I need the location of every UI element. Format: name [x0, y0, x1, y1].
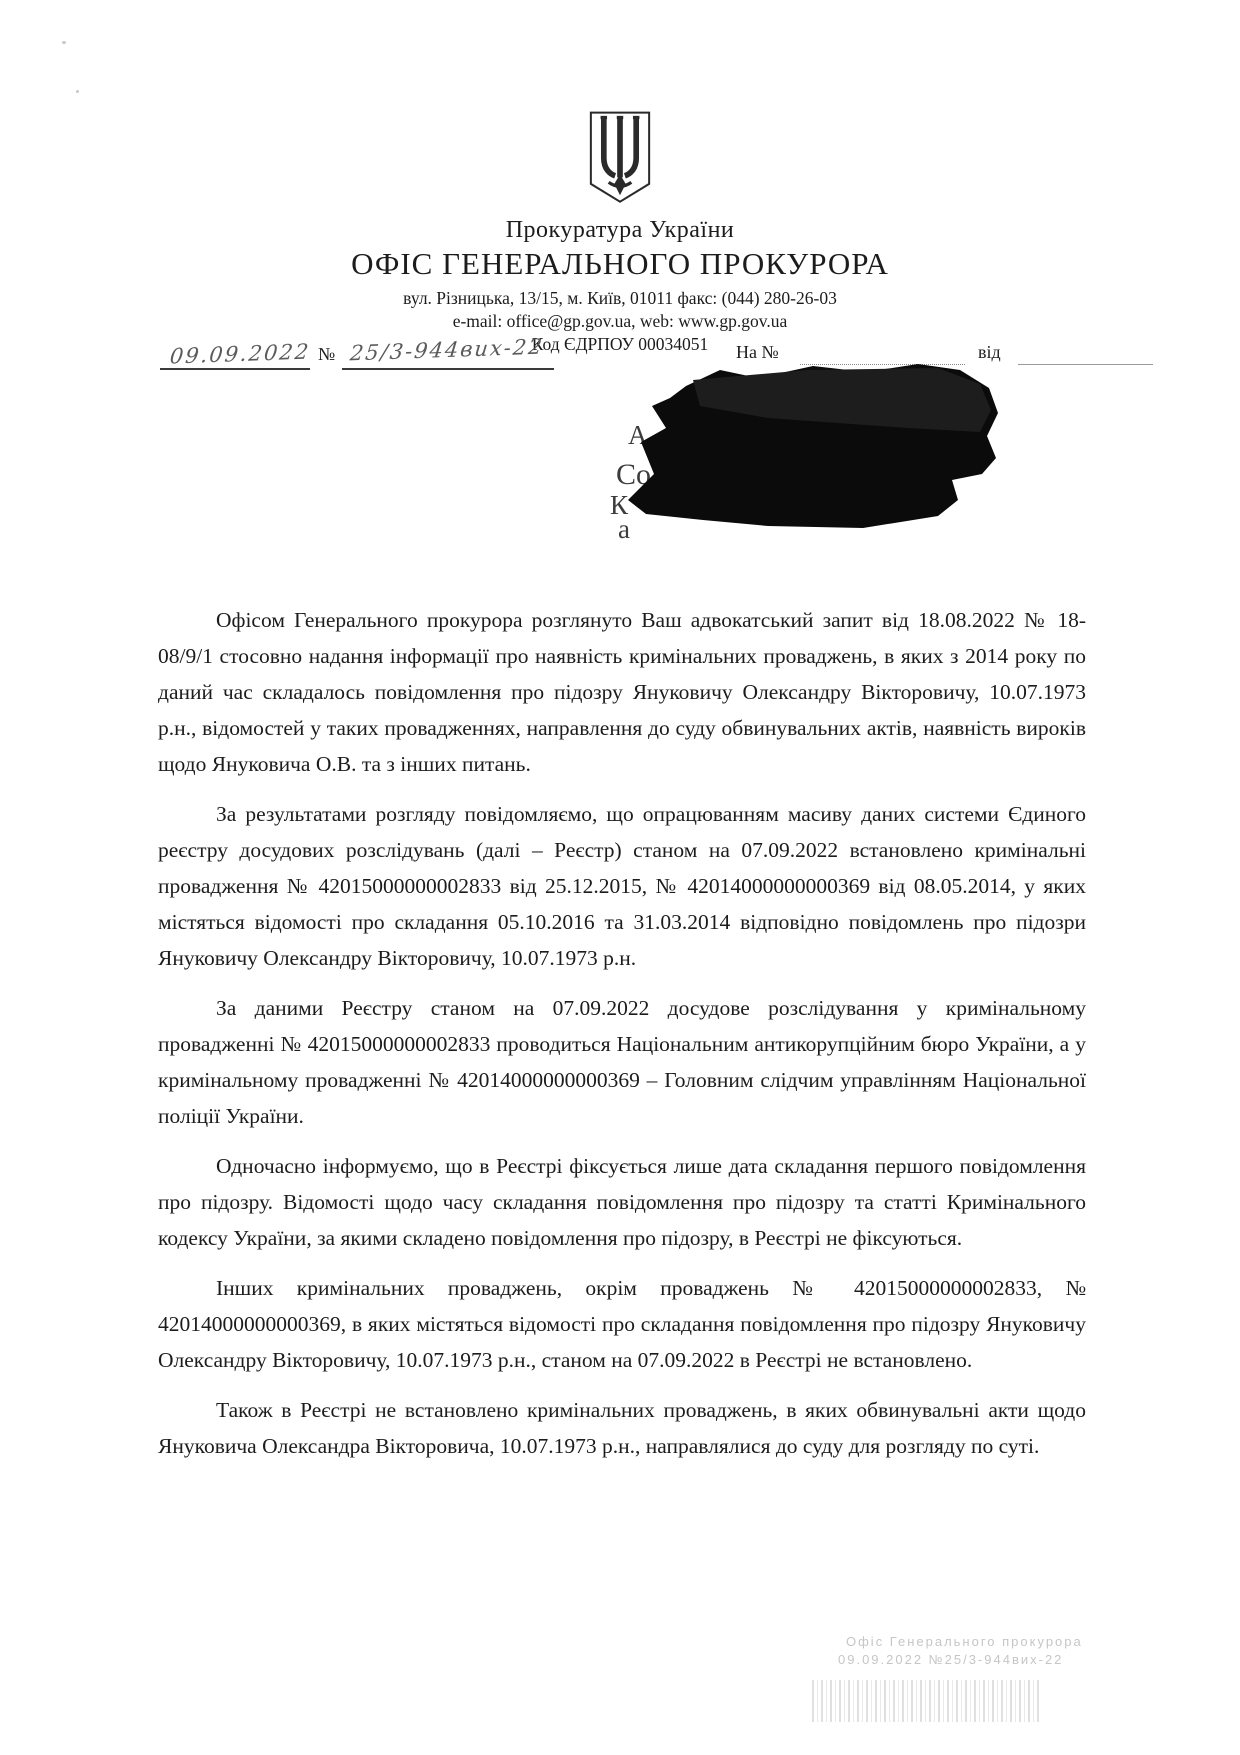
paragraph: Одночасно інформуємо, що в Реєстрі фіксується лише дата складання першого повідомлення про підозру. Відомості щодо часу складання повідомлення про підозру та статті Кримінального кодексу України, за якими складено повідомлення про підозру, в Реєстрі не фіксуються.	[158, 1154, 1086, 1250]
redacted-recipient-block	[608, 358, 1008, 544]
handwritten-date: 09.09.2022	[168, 339, 312, 369]
paragraph: За результатами розгляду повідомляємо, що опрацюванням масиву даних системи Єдиного реєстру досудових розслідувань (далі – Реєстр) станом на 07.09.2022 встановлено кримінальні провадження № 42015000000002833 від 25.12.2015, № 42014000000000369 від 08.05.2014, у яких містяться відомості про складання 05.10.2016 та 31.03.2014 відповідно повідомлень про підозри Януковичу Олександру Вікторовичу, 10.07.1973 р.н.	[158, 802, 1086, 970]
org-edrpou-code: Код ЄДРПОУ 00034051	[531, 334, 709, 354]
org-name-small: Прокуратура України	[505, 217, 735, 243]
paragraph: Також в Реєстрі не встановлено кримінальних проваджень, в яких обвинувальні акти щодо Януковича Олександра Вікторовича, 10.07.1973 р.н., направлялися до суду для розгляду по суті.	[158, 1398, 1086, 1458]
paragraph: За даними Реєстру станом на 07.09.2022 досудове розслідування у кримінальному провадженні № 42015000000002833 проводиться Національним антикорупційним бюро України, а у кримінальному провадженні № 42014000000000369 – Головним слідчим управлінням Національної поліції України.	[158, 996, 1086, 1128]
incoming-date-blank	[1018, 364, 1153, 365]
incoming-date-label: від	[978, 342, 1001, 362]
faint-stamp-number-line: 09.09.2022 №25/3-944вих-22	[838, 1652, 1064, 1667]
redaction-letter-fragment: К	[610, 490, 629, 520]
faint-stamp-org-line: Офіс Генерального прокурора	[846, 1634, 1083, 1649]
paragraph: Офісом Генерального прокурора розглянуто Ваш адвокатський запит від 18.08.2022 № 18-08/9/1 стосовно надання інформації про наявність кримінальних проваджень, в яких з 2014 року по даний час складалось повідомлення про підозру Януковичу Олександру Вікторовичу, 10.07.1973 р.н., відомостей у таких провадженнях, направлення до суду обвинувальних актів, наявність вироків щодо Януковича О.В. та з інших питань.	[158, 608, 1086, 776]
number-sign: №	[318, 344, 336, 364]
incoming-number-label: На №	[736, 342, 779, 362]
paragraph: Інших кримінальних проваджень, окрім проваджень № 42015000000002833, № 42014000000000369, в яких містяться відомості про складання повідомлення про підозру Януковичу Олександру Вікторовичу, 10.07.1973 р.н., станом на 07.09.2022 в Реєстрі не встановлено.	[158, 1276, 1086, 1372]
letterhead	[0, 0, 1240, 355]
redaction-letter-fragment: а	[618, 514, 630, 544]
org-contacts: e-mail: office@gp.gov.ua, web: www.gp.gov.ua	[452, 311, 788, 331]
org-address: вул. Різницька, 13/15, м. Київ, 01011 факс: (044) 280-26-03	[403, 288, 837, 308]
number-underline	[342, 368, 554, 370]
org-name-large: ОФІС ГЕНЕРАЛЬНОГО ПРОКУРОРА	[351, 246, 889, 281]
redaction-letter-fragment: Со	[616, 458, 652, 491]
faint-stamp-barcode	[812, 1680, 1040, 1722]
date-underline	[160, 368, 310, 370]
letter-body	[158, 602, 1086, 1478]
handwritten-outgoing-number: 25/3-944вих-22	[348, 334, 545, 366]
ukraine-trident-emblem-icon	[586, 108, 654, 213]
redaction-letter-fragment: А	[628, 420, 648, 450]
